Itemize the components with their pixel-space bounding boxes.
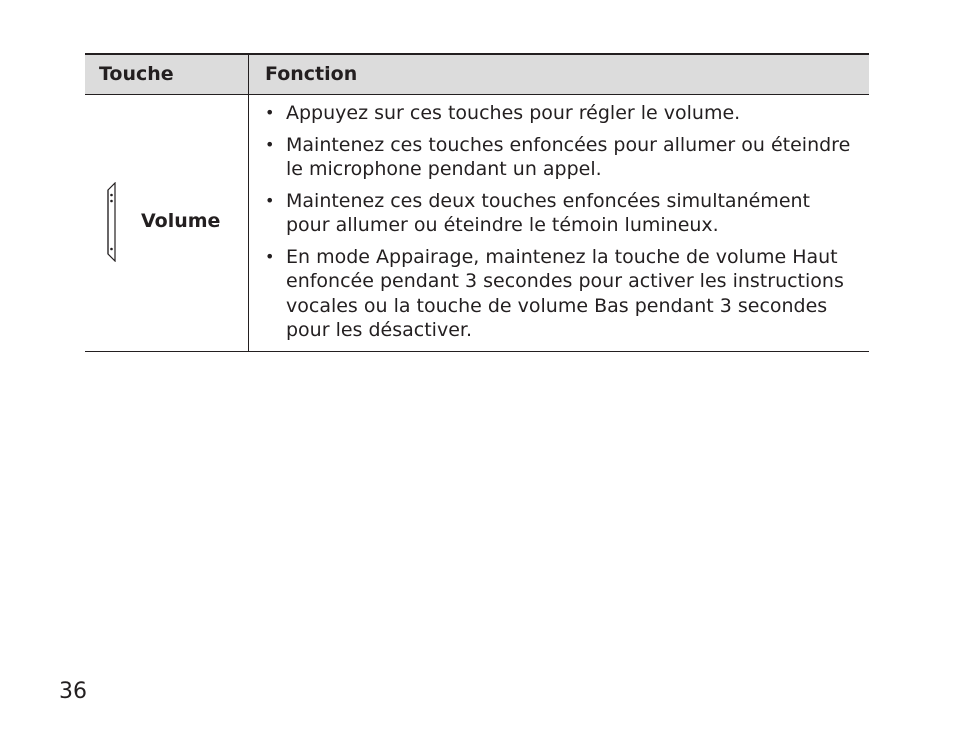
table-row [85,95,869,351]
header-fonction: Fonction [265,63,358,85]
list-item [265,189,859,238]
bullet-icon: • [265,190,275,210]
page-number: 36 [59,679,87,704]
function-text: Maintenez ces touches enfoncées pour allumer ou éteindre le microphone pendant un appel. [286,133,851,180]
function-table [85,53,869,352]
volume-key-label: Volume [141,210,221,232]
bullet-icon: • [265,246,275,266]
list-item [265,133,859,182]
volume-key-icon [105,182,121,262]
table-header-row [85,55,869,95]
header-touche: Touche [85,55,249,94]
list-item [265,245,859,343]
function-list [265,101,859,343]
function-text: En mode Appairage, maintenez la touche de volume Haut enfoncée pendant 3 secondes pour activer les instructions vocales ou la touche de volume Bas pendant 3 secondes pour les désactiver. [286,245,844,341]
function-text: Maintenez ces deux touches enfoncées simultanément pour allumer ou éteindre le témoin lumineux. [286,189,810,236]
list-item [265,101,859,126]
bullet-icon: • [265,103,275,122]
fonction-cell [249,95,869,351]
touche-cell [85,95,249,351]
function-text: Appuyez sur ces touches pour régler le volume. [286,102,741,124]
bullet-icon: • [265,134,275,154]
